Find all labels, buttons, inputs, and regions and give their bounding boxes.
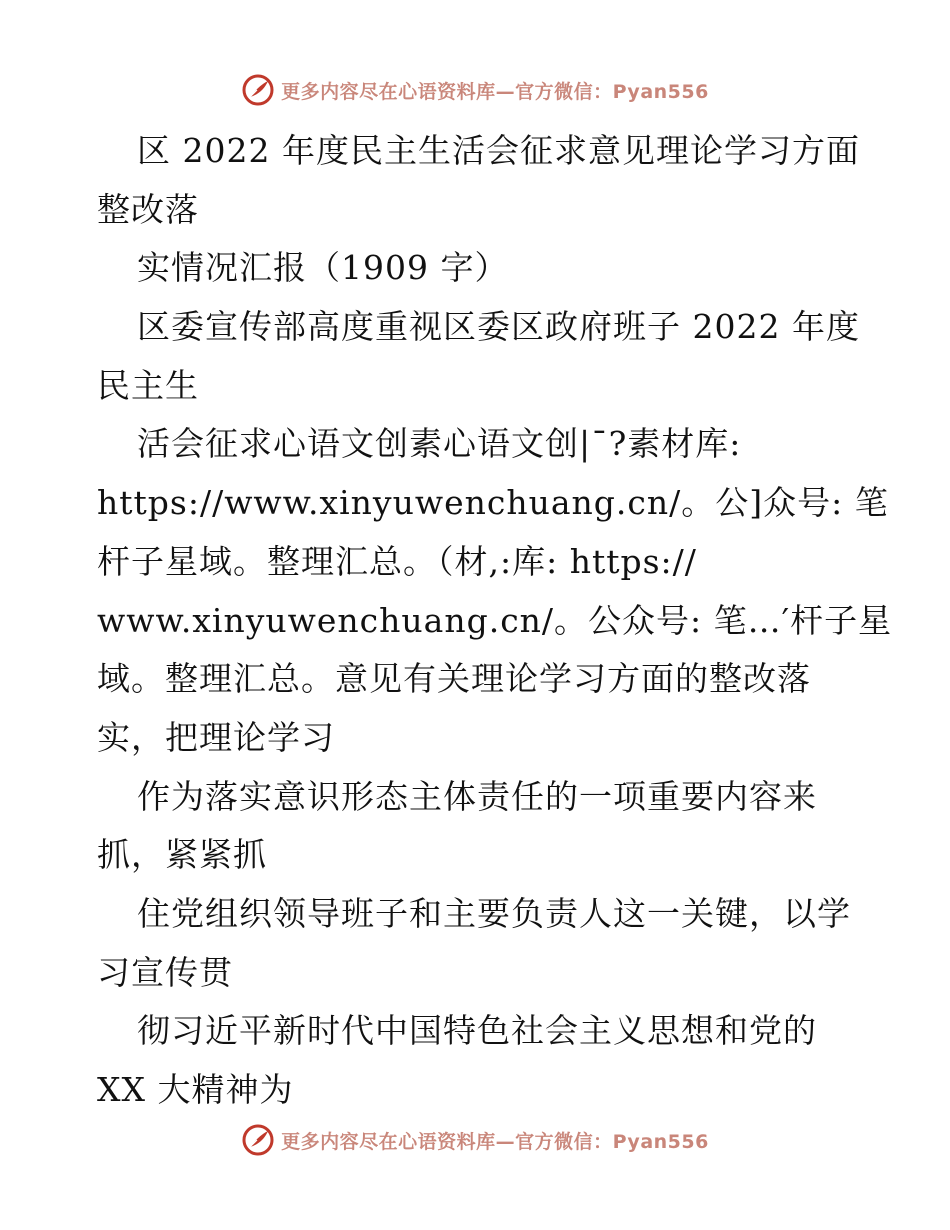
header-banner	[0, 70, 950, 110]
quill-circle-logo-icon	[241, 1123, 275, 1157]
doc-line-6: 活会征求心语文创素心语文创|¯?素材库:	[137, 424, 742, 464]
doc-line-title-3: 实情况汇报（1909 字）	[137, 248, 509, 288]
doc-line-13: 抓，紧紧抓	[97, 835, 267, 875]
doc-line-title-1: 区 2022 年度民主生活会征求意见理论学习方面	[137, 131, 860, 170]
doc-line-15: 习宣传贯	[97, 952, 233, 992]
doc-line-title-2: 整改落	[97, 189, 199, 229]
doc-line-5: 民主生	[97, 365, 199, 405]
doc-line-7: https://www.xinyuwenchuang.cn/。公]众号: 笔	[97, 483, 889, 523]
footer-banner	[0, 1120, 950, 1160]
doc-line-14: 住党组织领导班子和主要负责人这一关键，以学	[137, 893, 851, 933]
footer-banner-text: 更多内容尽在心语资料库—官方微信：Pyan556	[281, 1130, 709, 1153]
doc-line-16: 彻习近平新时代中国特色社会主义思想和党的	[137, 1011, 817, 1051]
doc-line-8: 杆子星域。整理汇总。（材,:库: https://	[97, 541, 697, 581]
doc-line-12: 作为落实意识形态主体责任的一项重要内容来	[137, 776, 817, 816]
header-banner-inner	[241, 73, 709, 107]
header-banner-text: 更多内容尽在心语资料库—官方微信：Pyan556	[281, 80, 709, 103]
doc-line-11: 实，把理论学习	[97, 717, 335, 757]
quill-circle-logo-icon	[241, 73, 275, 107]
document-body	[97, 122, 893, 1120]
footer-banner-inner	[241, 1123, 709, 1157]
doc-line-10: 域。整理汇总。意见有关理论学习方面的整改落	[97, 659, 811, 699]
doc-line-9: www.xinyuwenchuang.cn/。公众号: 笔…′杆子星	[97, 600, 893, 640]
doc-line-17: XX 大精神为	[97, 1070, 294, 1109]
doc-line-4: 区委宣传部高度重视区委区政府班子 2022 年度	[137, 307, 860, 347]
